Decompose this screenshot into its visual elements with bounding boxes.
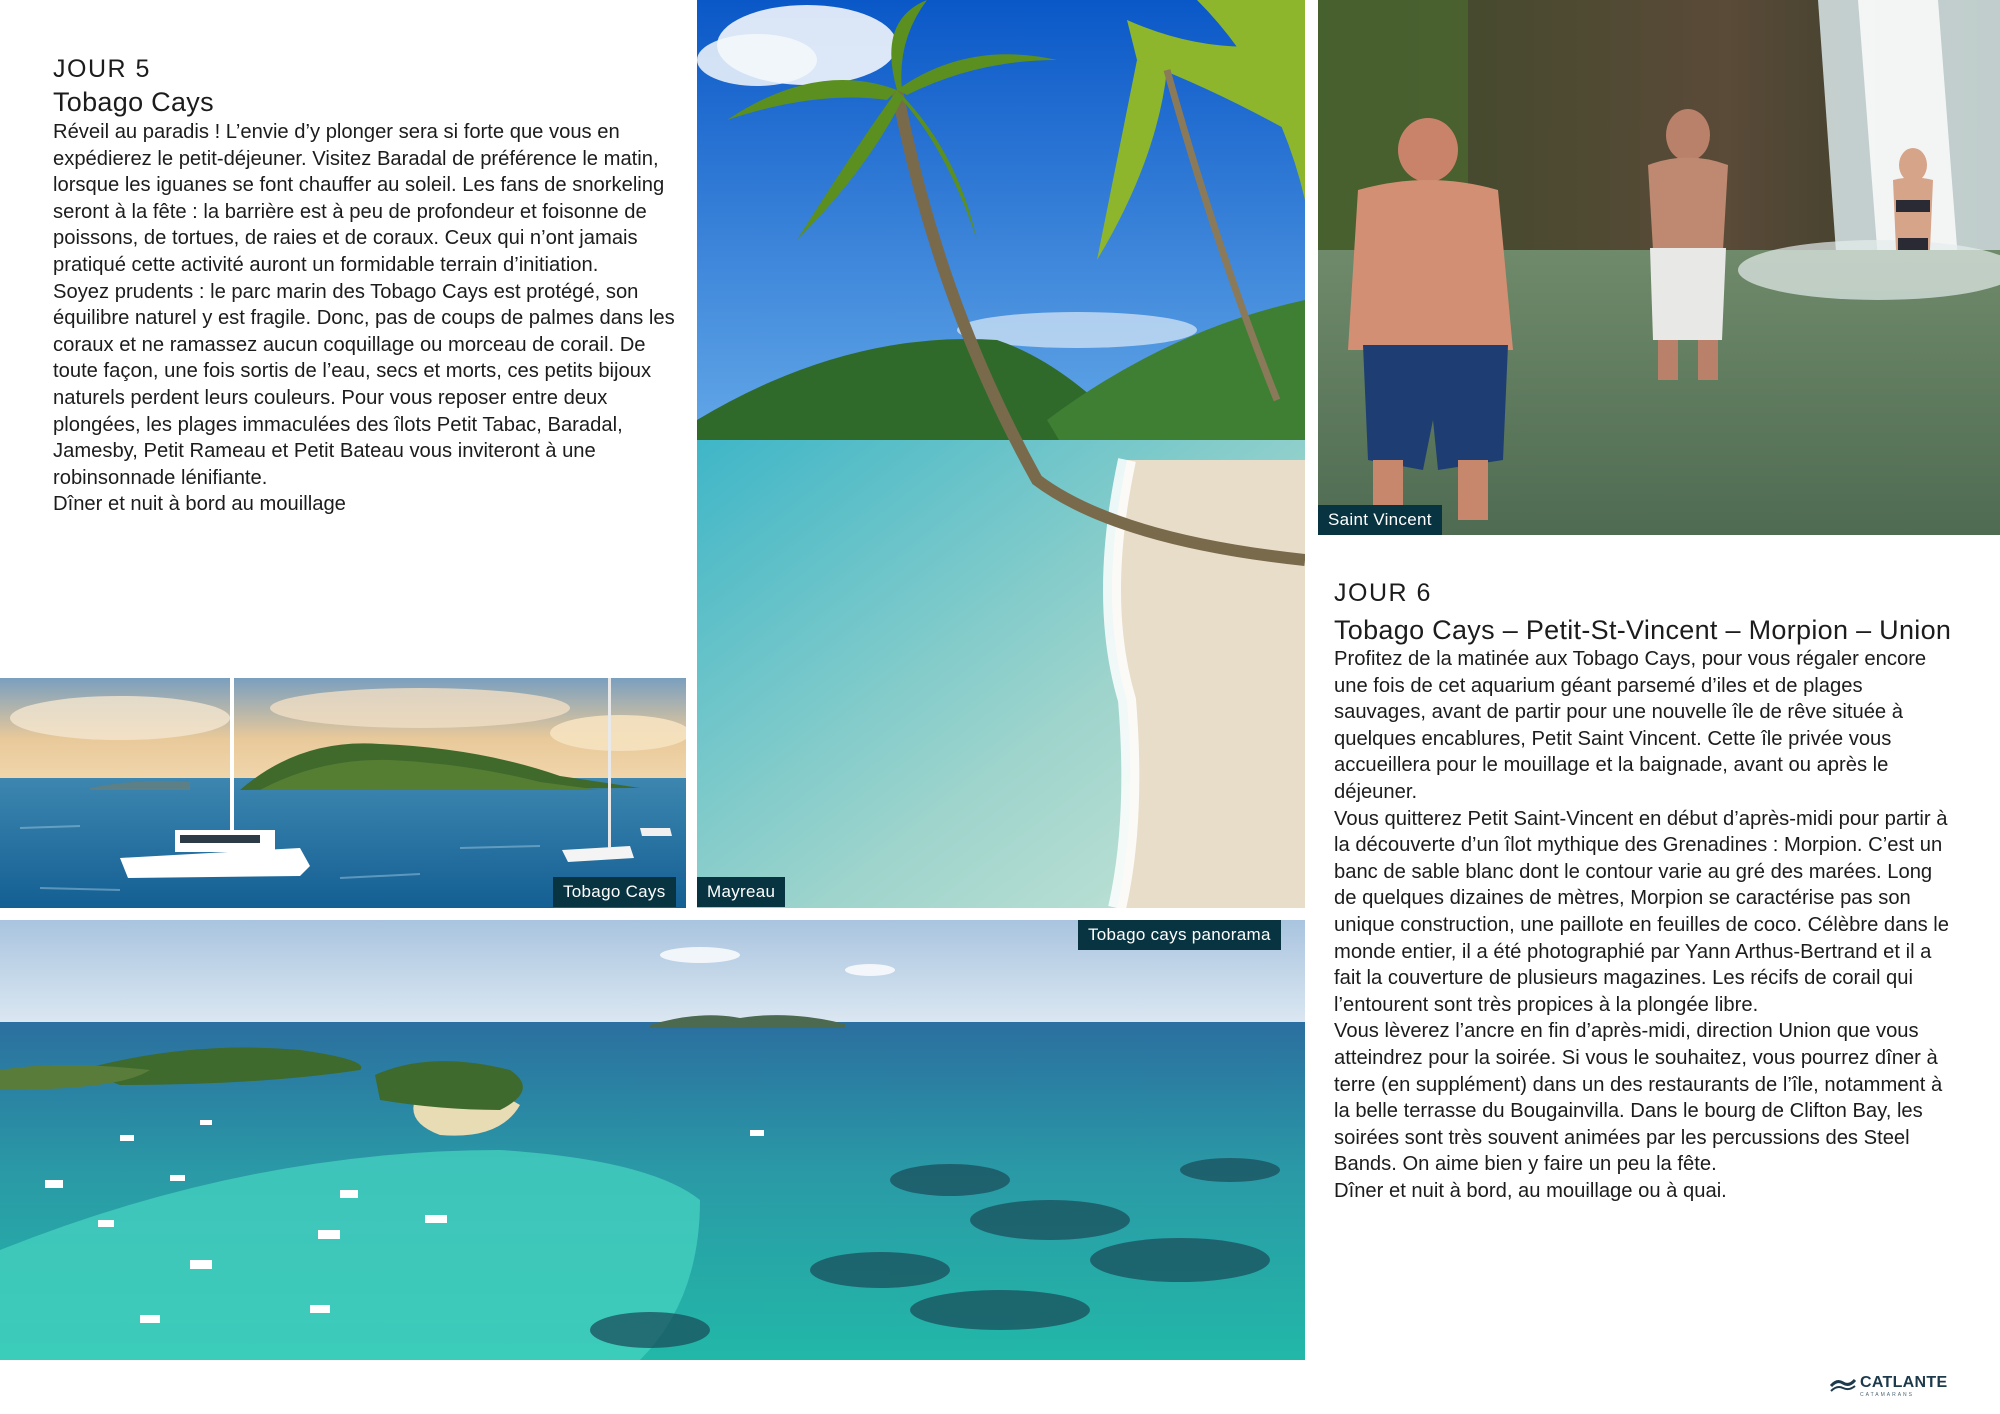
day6-label: JOUR 6 <box>1334 579 1432 607</box>
caption-tobago-cays-panorama: Tobago cays panorama <box>1078 920 1281 950</box>
caption-saint-vincent: Saint Vincent <box>1318 505 1442 535</box>
day5-body <box>53 119 683 518</box>
logo-wordmark: CATLANTE <box>1860 1374 1948 1391</box>
photo-tobago-cays-catamaran <box>0 678 686 908</box>
day6-paragraph: Vous lèverez l’ancre en fin d’après-midi, direction Union que vous atteindrez pour la soirée. Si vous le souhaitez, vous pourrez dîner à terre (en supplément) dans un des restaurants de l’île, notamment à la belle terrasse du Bougainvilla. Dans le bourg de Clifton Bay, les soirées sont très souvent animées par les percussions des Steel Bands. On aime bien y faire un peu la fête. <box>1334 1020 1943 1176</box>
day6-paragraph: Dîner et nuit à bord, au mouillage ou à quai. <box>1334 1179 1727 1202</box>
day5-paragraph: Soyez prudents : le parc marin des Tobago Cays est protégé, son équilibre naturel y est fragile. Donc, pas de coups de palmes dans les coraux et ne ramassez aucun coquillage ou morceau de corail. De toute façon, une fois sortis de l’eau, secs et morts, ces petits bijoux naturels perdent leurs couleurs. Pour vous reposer entre deux plongées, les plages immaculées des îlots Petit Tabac, Baradal, Jamesby, Petit Rameau et Petit Bateau vous inviteront à une robinsonnade lénifiante. <box>53 280 675 489</box>
day5-title: Tobago Cays <box>53 87 214 117</box>
day6-section <box>1334 577 1954 1204</box>
caption-tobago-cays: Tobago Cays <box>553 877 676 907</box>
photo-tobago-cays-panorama <box>0 920 1305 1360</box>
photo-mayreau-beach <box>697 0 1305 908</box>
day6-paragraph: Profitez de la matinée aux Tobago Cays, pour vous régaler encore une fois de cet aquarium géant parsemé d’iles et de plages sauvages, avant de partir pour une nouvelle île de rêve située à quelques encablures, Petit Saint Vincent. Cette île privée vous accueillera pour le mouillage et la baignade, avant ou après le déjeuner. <box>1334 648 1927 803</box>
day5-label: JOUR 5 <box>53 55 151 83</box>
day5-paragraph: Réveil au paradis ! L’envie d’y plonger sera si forte que vous en expédierez le petit-déjeuner. Visitez Baradal de préférence le matin, lorsque les iguanes se font chauffer au soleil. Les fans de snorkeling seront à la fête : la barrière est à peu de profondeur et foisonne de poissons, de tortues, de raies et de coraux. Ceux qui n’ont jamais pratiqué cette activité auront un formidable terrain d’initiation. <box>53 121 665 276</box>
logo-tagline: CATAMARANS <box>1860 1392 1914 1398</box>
catlante-logo <box>1830 1373 1960 1403</box>
caption-mayreau: Mayreau <box>697 877 785 907</box>
day6-paragraph: Vous quitterez Petit Saint-Vincent en début d’après-midi pour partir à la découverte d’un îlot mythique des Grenadines : Morpion. C’est un banc de sable blanc dont le contour varie au gré des marées. Long de quelques dizaines de mètres, Morpion se caractérise pas son unique construction, une paillote en feuilles de coco. Célèbre dans le monde entier, il a été photographié par Yann Arthus-Bertrand et il a fait la couverture de plusieurs magazines. Les récifs de corail qui l’entourent sont très propices à la plongée libre. <box>1334 807 1949 1016</box>
photo-saint-vincent-waterfall <box>1318 0 2000 535</box>
day5-paragraph: Dîner et nuit à bord au mouillage <box>53 493 346 516</box>
day5-section <box>53 53 683 518</box>
wave-logo-icon <box>1830 1377 1856 1393</box>
day6-title: Tobago Cays – Petit-St-Vincent – Morpion – Union <box>1334 615 1952 645</box>
day6-body <box>1334 646 1954 1204</box>
